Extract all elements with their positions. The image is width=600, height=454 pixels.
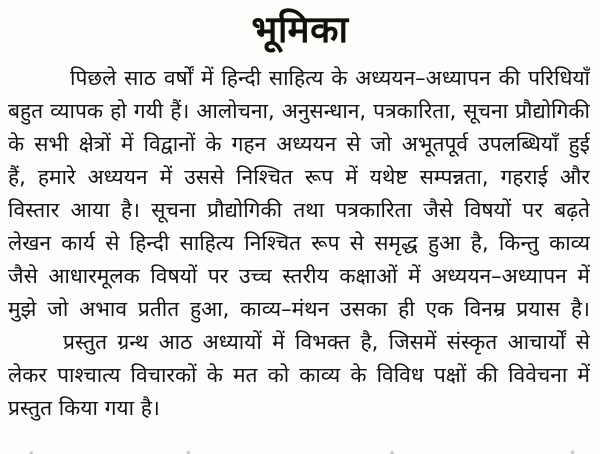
body-line: प्रस्तुत किया गया है।: [8, 396, 160, 420]
body-line: विस्तार आया है। सूचना प्रौद्योगिकी तथा पत्रकारिता जैसे विषयों पर बढ़ते: [8, 198, 590, 222]
body-text: [8, 62, 590, 425]
body-line: हैं, हमारे अध्ययन में उससे निश्चित रूप में यथेष्ट सम्पन्नता, गहराई और: [8, 165, 590, 189]
body-line: बहुत व्यापक हो गयी हैं। आलोचना, अनुसन्धान, पत्रकारिता, सूचना प्रौद्योगिकी: [8, 99, 590, 123]
scan-artifact-cutoff-line: [8, 449, 590, 454]
body-line: लेकर पाश्चात्य विचारकों के मत को काव्य के विविध पक्षों की विवेचना में: [8, 363, 590, 387]
page-title: भूमिका: [251, 8, 349, 51]
body-line: जैसे आधारमूलक विषयों पर उच्च स्तरीय कक्षाओं में अध्ययन–अध्यापन में: [8, 264, 590, 288]
body-line: पिछले साठ वर्षों में हिन्दी साहित्य के अध्ययन–अध्यापन की परिधियाँ: [70, 66, 590, 90]
body-line: के सभी क्षेत्रों में विद्वानों के गहन अध्ययन से जो अभूतपूर्व उपलब्धियाँ हुई: [8, 132, 590, 156]
body-line: लेखन कार्य से हिन्दी साहित्य निश्चित रूप से समृद्ध हुआ है, किन्तु काव्य: [8, 231, 590, 255]
body-line: मुझे जो अभाव प्रतीत हुआ, काव्य–मंथन उसका ही एक विनम्र प्रयास है।: [8, 297, 590, 321]
body-line: प्रस्तुत ग्रन्थ आठ अध्यायों में विभक्त है, जिसमें संस्कृत आचार्यों से: [63, 330, 590, 354]
